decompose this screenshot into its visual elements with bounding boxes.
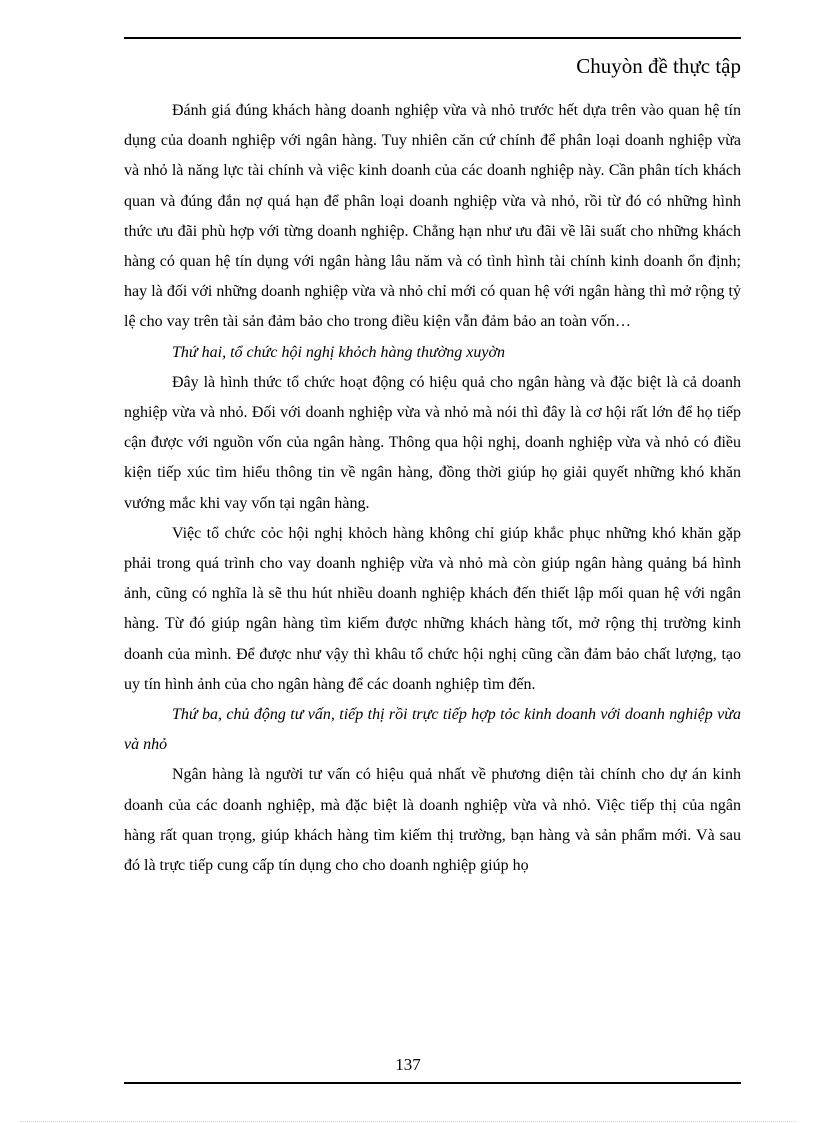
paragraph: Ngân hàng là người tư vấn có hiệu quả nhất về phương diện tài chính cho dự án kinh doanh của các doanh nghiệp, mà đặc biệt là doanh nghiệp vừa và nhỏ. Việc tiếp thị của ngân hàng rất quan trọng, giúp khách hàng tìm kiếm thị trường, bạn hàng và sản phẩm mới. Và sau đó là trực tiếp cung cấp tín dụng cho cho doanh nghiệp giúp họ <box>124 766 741 875</box>
page-edge-divider <box>20 1121 796 1122</box>
header-rule <box>124 37 741 39</box>
page-number: 137 <box>395 1055 421 1074</box>
document-body <box>124 96 741 881</box>
section-heading: Thứ hai, tổ chức hội nghị khỏch hàng thường xuyờn <box>172 343 505 361</box>
paragraph: Đây là hình thức tổ chức hoạt động có hiệu quả cho ngân hàng và đặc biệt là cả doanh nghiệp vừa và nhỏ. Đối với doanh nghiệp vừa và nhỏ mà nói thì đây là cơ hội rất lớn để họ tiếp cận được với nguồn vốn của ngân hàng. Thông qua hội nghị, doanh nghiệp vừa và nhỏ có điều kiện tiếp xúc tìm hiểu thông tin về ngân hàng, đồng thời giúp họ giải quyết những khó khăn vướng mắc khi vay vốn tại ngân hàng. <box>124 373 741 512</box>
paragraph: Đánh giá đúng khách hàng doanh nghiệp vừa và nhỏ trước hết dựa trên vào quan hệ tín dụng của doanh nghiệp với ngân hàng. Tuy nhiên căn cứ chính để phân loại doanh nghiệp vừa và nhỏ là năng lực tài chính và việc kinh doanh của các doanh nghiệp này. Cần phân tích khách quan và đúng đắn nợ quá hạn để phân loại doanh nghiệp vừa và nhỏ, rồi từ đó có những hình thức ưu đãi phù hợp với từng doanh nghiệp. Chẳng hạn như ưu đãi về lãi suất cho những khách hàng có quan hệ tín dụng với ngân hàng lâu năm và có tình hình tài chính kinh doanh ổn định; hay là đối với những doanh nghiệp vừa và nhỏ chỉ mới có quan hệ với ngân hàng thì mở rộng tỷ lệ cho vay trên tài sản đảm bảo cho trong điều kiện vẫn đảm bảo an toàn vốn… <box>124 102 741 331</box>
paragraph: Việc tổ chức cỏc hội nghị khỏch hàng không chỉ giúp khắc phục những khó khăn gặp phải trong quá trình cho vay doanh nghiệp vừa và nhỏ mà còn giúp ngân hàng quảng bá hình ảnh, cũng có nghĩa là sẽ thu hút nhiều doanh nghiệp khách đến thiết lập mối quan hệ với ngân hàng. Từ đó giúp ngân hàng tìm kiếm được những khách hàng tốt, mở rộng thị trường kinh doanh của mình. Để được như vậy thì khâu tổ chức hội nghị cũng cần đảm bảo chất lượng, tạo uy tín hình ảnh của cho ngân hàng để các doanh nghiệp tìm đến. <box>124 524 741 693</box>
footer-rule <box>124 1082 741 1084</box>
section-heading: Thứ ba, chủ động tư vấn, tiếp thị rồi trực tiếp hợp tỏc kinh doanh với doanh nghiệp vừa và nhỏ <box>124 706 741 754</box>
page-header-title: Chuyòn đề thực tập <box>576 54 741 78</box>
